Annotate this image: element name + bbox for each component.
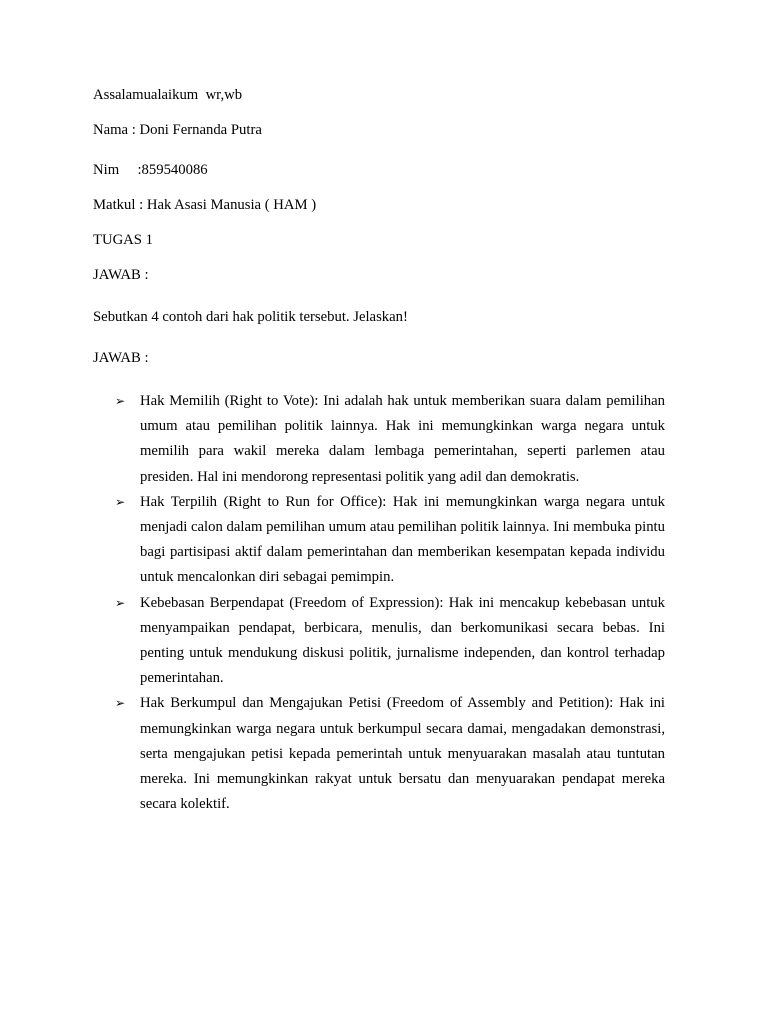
list-item-text: Hak Terpilih (Right to Run for Office): Hak ini memungkinkan warga negara untuk menjadi calon dalam pemilihan umum atau pemilihan politik lainnya. Ini membuka pintu bagi partisipasi aktif dalam pemerintahan dan memberikan kesempatan kepada individu untuk mencalonkan diri sebagai pemimpin.: [140, 493, 665, 586]
arrowhead-bullet-icon: ➢: [115, 494, 126, 509]
list-item-text: Hak Memilih (Right to Vote): Ini adalah hak untuk memberikan suara dalam pemilihan umum atau pemilihan politik lainnya. Hak ini memungkinkan warga negara untuk memilih para wakil mereka dalam lembaga pemerintahan, seperti parlemen atau presiden. Hal ini mendorong representasi politik yang adil dan demokratis.: [140, 393, 665, 485]
answer-heading: JAWAB :: [93, 267, 149, 283]
arrowhead-bullet-icon: ➢: [115, 394, 126, 408]
list-item: [115, 691, 665, 817]
list-item: [115, 389, 665, 490]
question-text: Sebutkan 4 contoh dari hak politik tersebut. Jelaskan!: [93, 309, 408, 325]
student-nim: Nim :859540086: [93, 162, 208, 178]
greeting: Assalamualaikum wr,wb: [93, 87, 243, 103]
list-item-text: Kebebasan Berpendapat (Freedom of Expression): Hak ini mencakup kebebasan untuk menyampaikan pendapat, berbicara, menulis, dan berkomunikasi secara bebas. Ini penting untuk mendukung diskusi politik, jurnalisme independen, dan kontrol terhadap pemerintahan.: [140, 594, 665, 687]
list-item: [115, 591, 665, 692]
assignment-title: TUGAS 1: [93, 232, 153, 248]
answer-list: [115, 389, 665, 817]
list-item: [115, 490, 665, 591]
answer-label: JAWAB :: [93, 350, 149, 366]
arrowhead-bullet-icon: ➢: [115, 696, 126, 711]
student-name: Nama : Doni Fernanda Putra: [93, 122, 262, 138]
list-item-text: Hak Berkumpul dan Mengajukan Petisi (Freedom of Assembly and Petition): Hak ini memungkinkan warga negara untuk berkumpul secara damai, mengadakan demonstrasi, serta mengajukan petisi kepada pemerintah untuk menyuarakan masalah atau tuntutan mereka. Ini memungkinkan rakyat untuk bersatu dan menyuarakan pendapat mereka secara kolektif.: [140, 695, 665, 813]
arrowhead-bullet-icon: ➢: [115, 595, 126, 610]
course-name: Matkul : Hak Asasi Manusia ( HAM ): [93, 197, 317, 213]
